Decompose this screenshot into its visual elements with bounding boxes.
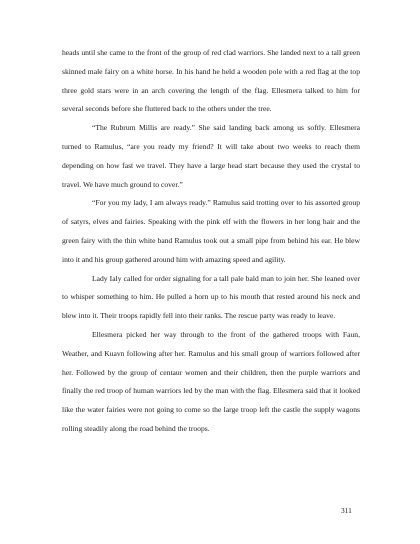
paragraph-continuation: heads until she came to the front of the group of red clad warriors. She landed next to a tall green skinned male fairy on a white horse. In his hand he held a wooden pole with a red flag at the top three gold stars were in an arch covering the length of the flag. Ellesmera talked to him for several seconds before she fluttered back to the others under the tree. bbox=[62, 48, 360, 114]
paragraph: “For you my lady, I am always ready.” Ramulus said trotting over to his assorted group of satyrs, elves and fairies. Speaking with the pink elf with the flowers in her long hair and the green fairy with the thin white band Ramulus took out a small pipe from behind his ear. He blew into it and his group gathered around him with amazing speed and agility. bbox=[62, 198, 360, 264]
paragraph: Ellesmera picked her way through to the front of the gathered troops with Faun, Weather, and Kuavn following after her. Ramulus and his small group of warriors followed after her. Followed by the group of centaur women and their children, then the purple warriors and finally the red troop of human warriors led by the man with the flag. Ellesmera said that it looked like the water fairies were not going to come so the large troop left the castle the supply wagons rolling steadily along the road behind the troops. bbox=[62, 329, 360, 433]
paragraph: “The Rubrum Millis are ready.” She said landing back among us softly. Ellesmera turned to Ramulus, “are you ready my friend? It will take about two weeks to reach them depending on how fast we travel. They have a large head start because they used the crystal to travel. We have much ground to cover.” bbox=[62, 123, 360, 189]
page-number: 311 bbox=[341, 506, 352, 515]
paragraph: Lady Ialy called for order signaling for a tall pale bald man to join her. She leaned over to whisper something to him. He pulled a horn up to his mouth that rested around his neck and blew into it. Their troops rapidly fell into their ranks. The rescue party was ready to leave. bbox=[62, 273, 360, 321]
body-text bbox=[62, 44, 360, 439]
